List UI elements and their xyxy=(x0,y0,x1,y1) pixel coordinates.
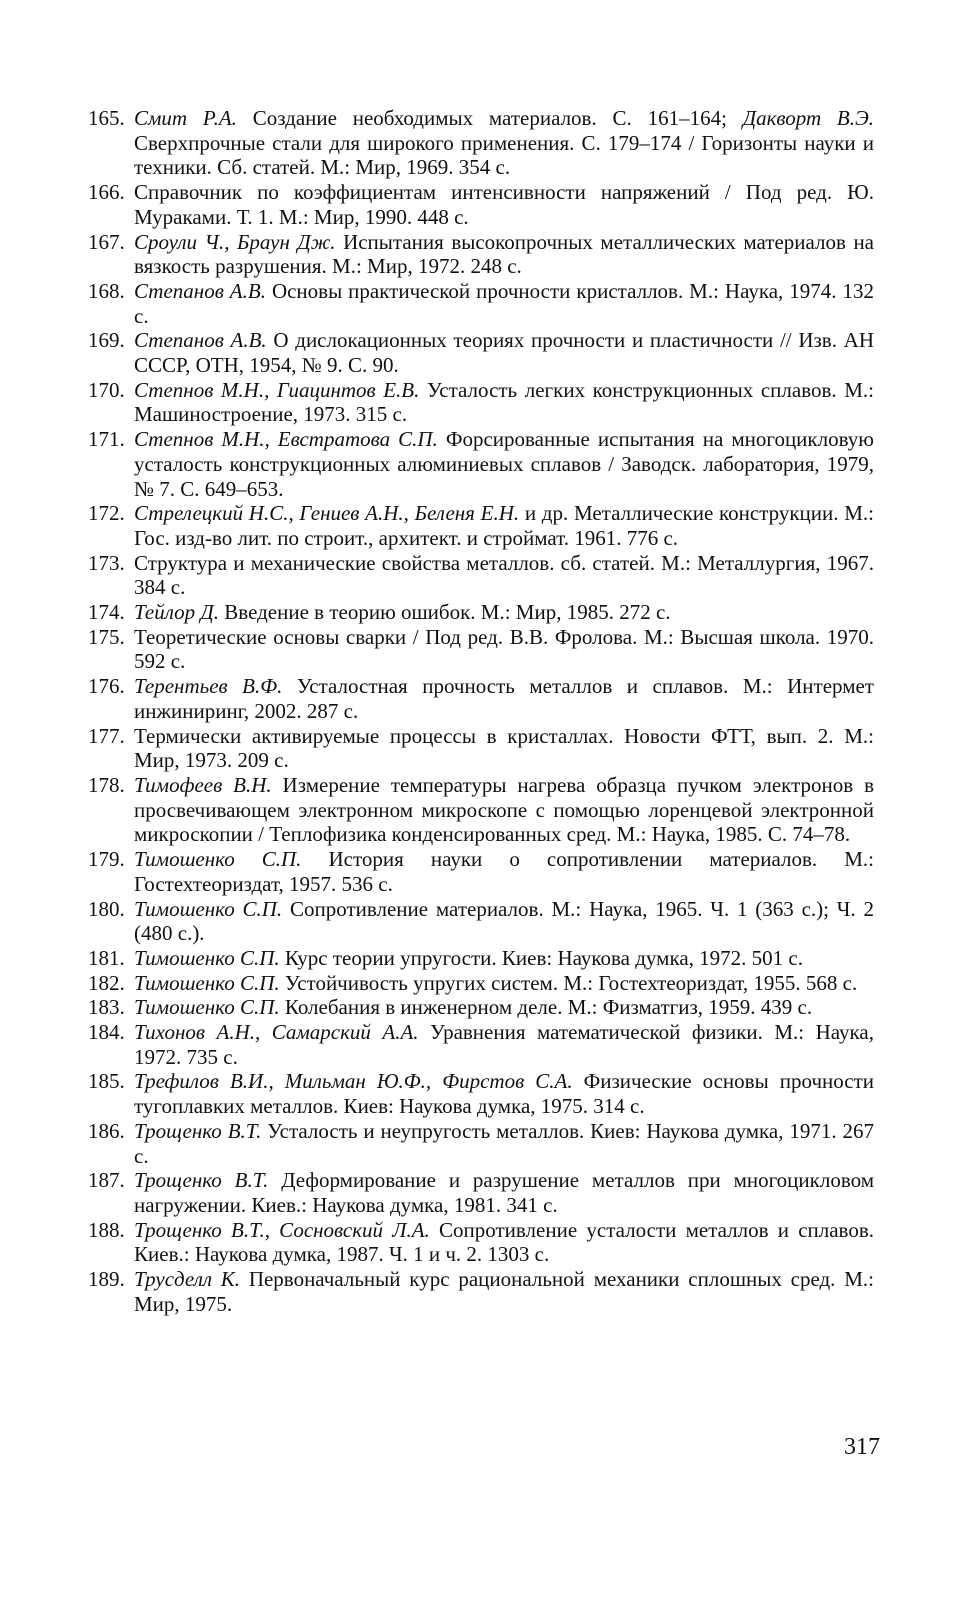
reference-authors: Степанов А.В. xyxy=(134,328,267,353)
reference-number: 172. xyxy=(88,501,125,526)
reference-number: 189. xyxy=(88,1267,125,1292)
reference-item xyxy=(88,501,874,550)
reference-text: Сопротивление усталости металлов и сплавов. Киев.: Наукова думка, 1987. Ч. 1 и ч. 2. 1303 с. xyxy=(134,1217,874,1267)
reference-item xyxy=(88,971,874,996)
reference-number: 176. xyxy=(88,674,125,699)
reference-authors: Степнов М.Н., Евстратова С.П. xyxy=(134,427,438,452)
reference-number: 177. xyxy=(88,723,125,748)
reference-text: Устойчивость упругих систем. М.: Гостехтеориздат, 1955. 568 с. xyxy=(279,970,858,995)
reference-authors: Тимофеев В.Н. xyxy=(134,772,272,797)
reference-text: Измерение температуры нагрева образца пучком электронов в просвечивающем электронном микроскопе с помощью лоренцевой электронной микроскопии / Теплофизика конденсированных сред. М.: Наука, 1985. С. 74–78. xyxy=(134,772,874,847)
reference-text: Справочник по коэффициентам интенсивности напряжений / Под ред. Ю. Мураками. Т. 1. М.: Мир, 1990. 448 с. xyxy=(134,180,874,229)
reference-item xyxy=(88,1267,874,1316)
reference-text: Теоретические основы сварки / Под ред. В.В. Фролова. М.: Высшая школа. 1970. 592 с. xyxy=(134,624,874,674)
reference-number: 166. xyxy=(88,180,125,205)
reference-authors: Тихонов А.Н., Самарский А.А. xyxy=(134,1020,419,1045)
reference-item xyxy=(88,724,874,773)
reference-text: Физические основы прочности тугоплавких металлов. Киев: Наукова думка, 1975. 314 с. xyxy=(134,1069,874,1119)
reference-item xyxy=(88,1218,874,1267)
reference-text: Термически активируемые процессы в кристаллах. Новости ФТТ, вып. 2. М.: Мир, 1973. 209 с. xyxy=(134,723,874,773)
reference-authors: Тимошенко С.П. xyxy=(134,896,283,921)
reference-number: 171. xyxy=(88,427,125,452)
reference-authors: Тимошенко С.П. xyxy=(134,995,280,1020)
reference-item xyxy=(88,1168,874,1217)
reference-text: Усталость легких конструкционных сплавов. М.: Машиностроение, 1973. 315 с. xyxy=(134,377,874,427)
reference-text: Сопротивление материалов. М.: Наука, 1965. Ч. 1 (363 с.); Ч. 2 (480 с.). xyxy=(134,896,874,946)
reference-number: 185. xyxy=(88,1069,125,1094)
reference-item xyxy=(88,378,874,427)
page-number: 317 xyxy=(844,1434,880,1460)
reference-item xyxy=(88,600,874,625)
reference-number: 174. xyxy=(88,600,125,625)
reference-text: и др. Металлические конструкции. М.: Гос. изд-во лит. по строит., архитект. и строймат. 1961. 776 с. xyxy=(134,501,874,550)
reference-text: Курс теории упругости. Киев: Наукова думка, 1972. 501 с. xyxy=(279,945,803,970)
reference-authors: Смит Р.А. xyxy=(134,106,237,130)
reference-item xyxy=(88,847,874,896)
reference-number: 186. xyxy=(88,1118,125,1143)
reference-number: 181. xyxy=(88,945,125,970)
reference-item xyxy=(88,1119,874,1168)
reference-item xyxy=(88,551,874,600)
reference-text: Усталостная прочность металлов и сплавов. М.: Интермет инжиниринг, 2002. 287 с. xyxy=(134,674,874,723)
reference-text: Создание необходимых материалов. С. 161–164; xyxy=(236,106,743,130)
reference-item xyxy=(88,1020,874,1069)
reference-item xyxy=(88,995,874,1020)
reference-authors: Стрелецкий Н.С., Гениев А.Н., Беленя Е.Н. xyxy=(134,501,520,526)
reference-number: 167. xyxy=(88,229,125,254)
reference-item xyxy=(88,674,874,723)
reference-text: Первоначальный курс рациональной механики сплошных сред. М.: Мир, 1975. xyxy=(134,1267,874,1316)
reference-text: Уравнения математической физики. М.: Наука, 1972. 735 с. xyxy=(134,1020,874,1069)
reference-number: 182. xyxy=(88,970,125,995)
reference-item xyxy=(88,946,874,971)
reference-text: Структура и механические свойства металлов. сб. статей. М.: Металлургия, 1967. 384 с. xyxy=(134,550,874,600)
reference-number: 173. xyxy=(88,550,125,575)
reference-item xyxy=(88,427,874,501)
reference-item xyxy=(88,328,874,377)
reference-text: Колебания в инженерном деле. М.: Физматгиз, 1959. 439 с. xyxy=(279,995,813,1020)
reference-item xyxy=(88,180,874,229)
reference-item xyxy=(88,106,874,180)
reference-number: 175. xyxy=(88,624,125,649)
reference-authors: Терентьев В.Ф. xyxy=(134,674,283,699)
reference-text: Испытания высокопрочных металлических материалов на вязкость разрушения. М.: Мир, 1972. 248 с. xyxy=(134,229,875,279)
reference-text: Основы практической прочности кристаллов. М.: Наука, 1974. 132 с. xyxy=(134,278,875,328)
reference-number: 184. xyxy=(88,1020,125,1045)
reference-text: История науки о сопротивлении материалов. М.: Гостехтеориздат, 1957. 536 с. xyxy=(134,847,874,896)
reference-authors: Сроули Ч., Браун Дж. xyxy=(134,229,336,254)
reference-authors: Степанов А.В. xyxy=(134,278,266,303)
reference-number: 187. xyxy=(88,1168,125,1193)
reference-item xyxy=(88,279,874,328)
reference-authors-2: Дакворт В.Э. xyxy=(742,106,874,130)
reference-text: Деформирование и разрушение металлов при многоцикловом нагружении. Киев.: Наукова думка, 1981. 341 с. xyxy=(134,1168,875,1217)
reference-number: 178. xyxy=(88,772,125,797)
reference-text: О дислокационных теориях прочности и пластичности // Изв. АН СССР, ОТН, 1954, № 9. С. 90. xyxy=(134,328,874,378)
reference-authors: Трефилов В.И., Мильман Ю.Ф., Фирстов С.А. xyxy=(134,1069,573,1094)
reference-number: 170. xyxy=(88,377,125,402)
reference-number: 168. xyxy=(88,278,125,303)
reference-authors: Трусделл К. xyxy=(134,1267,241,1292)
reference-authors: Трощенко В.Т. xyxy=(134,1118,262,1143)
reference-authors: Степнов М.Н., Гиацинтов Е.В. xyxy=(134,377,420,402)
reference-number: 165. xyxy=(88,106,125,130)
reference-item xyxy=(88,897,874,946)
reference-number: 179. xyxy=(88,847,125,872)
reference-text: Форсированные испытания на многоцикловую усталость конструкционных алюминиевых сплавов / Заводск. лаборатория, 1979, № 7. С. 649–653. xyxy=(134,427,874,501)
reference-item xyxy=(88,1069,874,1118)
reference-number: 188. xyxy=(88,1217,125,1242)
reference-text-2: Сверхпрочные стали для широкого применения. С. 179–174 / Горизонты науки и техники. Сб. статей. М.: Мир, 1969. 354 с. xyxy=(134,130,874,180)
reference-authors: Тейлор Д. xyxy=(134,600,220,625)
reference-number: 169. xyxy=(88,328,125,353)
reference-item xyxy=(88,773,874,847)
reference-authors: Тимошенко С.П. xyxy=(134,847,302,872)
reference-item xyxy=(88,230,874,279)
reference-number: 180. xyxy=(88,896,125,921)
reference-authors: Трощенко В.Т., Сосновский Л.А. xyxy=(134,1217,430,1242)
reference-authors: Тимошенко С.П. xyxy=(134,970,280,995)
reference-authors: Трощенко В.Т. xyxy=(134,1168,269,1193)
reference-item xyxy=(88,625,874,674)
reference-number: 183. xyxy=(88,995,125,1020)
reference-list xyxy=(88,106,874,1316)
reference-text: Введение в теорию ошибок. М.: Мир, 1985. 272 с. xyxy=(219,600,671,625)
reference-authors: Тимошенко С.П. xyxy=(134,945,280,970)
reference-text: Усталость и неупругость металлов. Киев: Наукова думка, 1971. 267 с. xyxy=(134,1118,875,1168)
